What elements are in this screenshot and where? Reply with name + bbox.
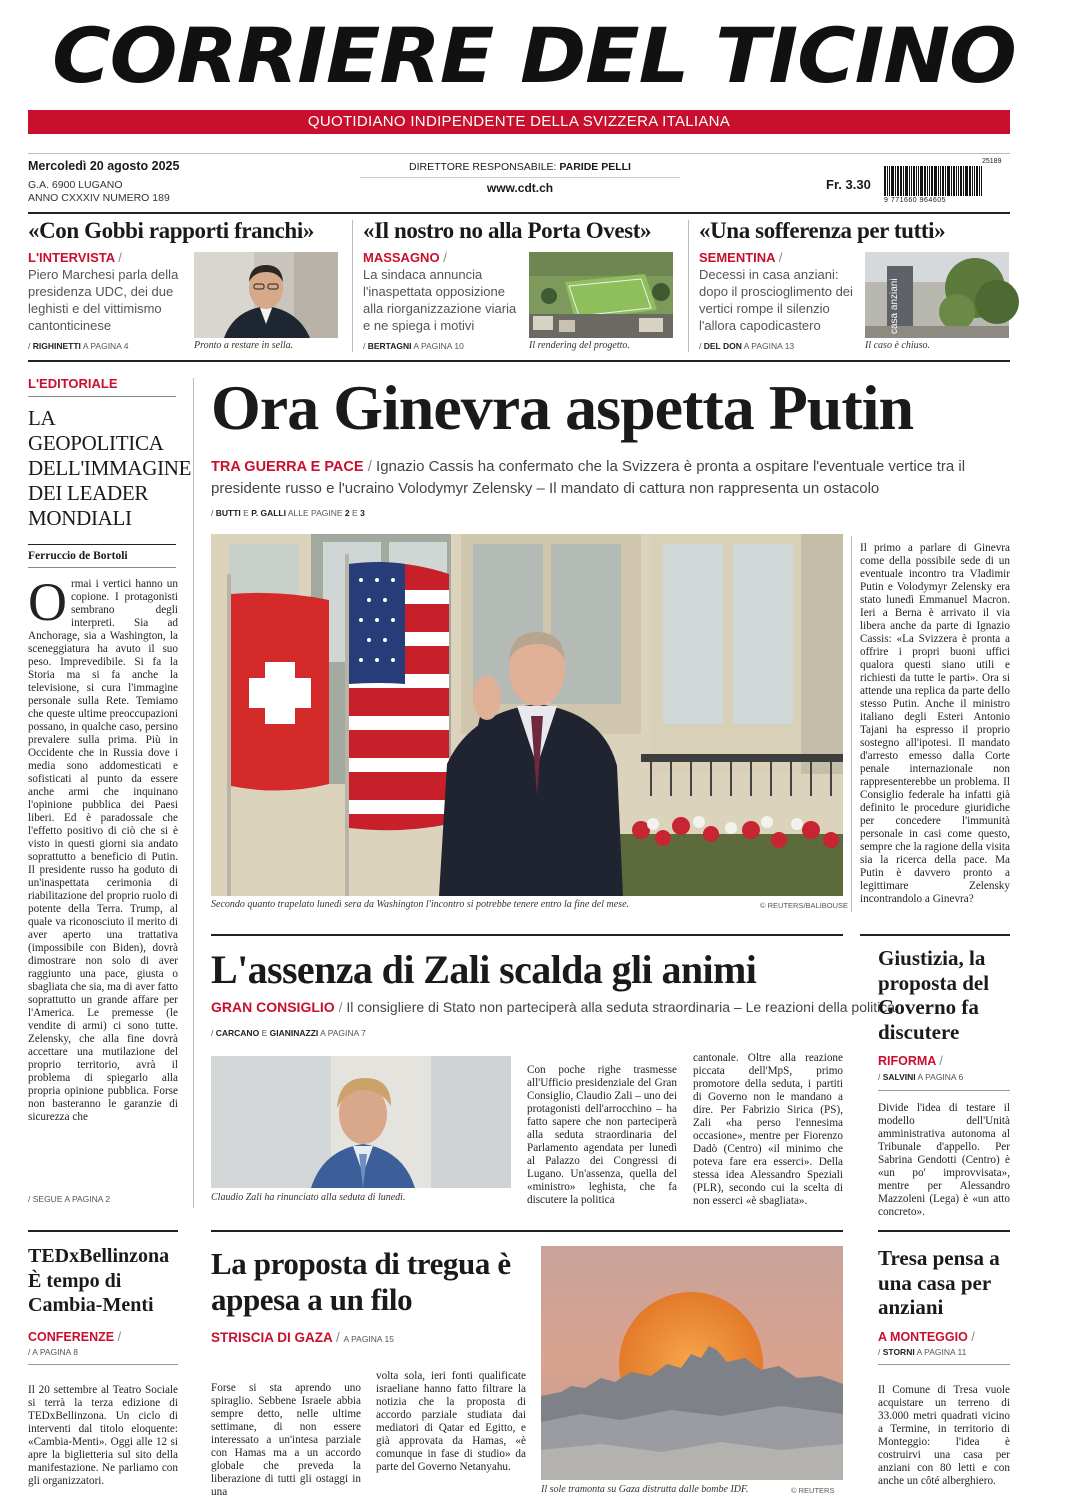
editorial-dropcap: O bbox=[28, 572, 67, 632]
zali-photo-caption: Claudio Zali ha rinunciato alla seduta di lunedì. bbox=[211, 1192, 406, 1203]
ted-article[interactable] bbox=[28, 1236, 178, 1498]
gaza-photo-caption: Il sole tramonta su Gaza distrutta dalle bombe IDF. bbox=[541, 1484, 749, 1495]
issue-date: Mercoledì 20 agosto 2025 bbox=[28, 159, 180, 173]
ted-rule bbox=[28, 1364, 178, 1365]
zali-top-rule bbox=[211, 934, 843, 936]
topline-kicker: SEMENTINA / bbox=[699, 250, 783, 265]
column-divider bbox=[193, 378, 194, 1208]
website-link[interactable]: www.cdt.ch bbox=[486, 181, 554, 195]
rendering-photo bbox=[529, 252, 673, 338]
photo-sign-text: casa anziani bbox=[889, 278, 900, 334]
tresa-body: Il Comune di Tresa vuole acquistare un terreno di 33.000 metri quadrati vicino a Termine, in territorio di Monteggio: l'idea è costruirvi una casa per anziani con 80 letti e con anche un côté alberghiero. bbox=[878, 1384, 1010, 1487]
lead-deck: TRA GUERRA E PACE / Ignazio Cassis ha confermato che la Svizzera è pronta a ospitare l'eventuale vertice tra il presidente russo e l'ucraino Volodymyr Zelensky – Il mandato di cattura non rappresenta un ostacolo bbox=[211, 458, 966, 497]
topline-headline: «Con Gobbi rapporti franchi» bbox=[28, 218, 314, 243]
giustizia-headline: Giustizia, la proposta del Governo fa discutere bbox=[878, 946, 990, 1044]
editorial-author-rule bbox=[28, 544, 176, 545]
issue-edition: ANNO CXXXIV NUMERO 189 bbox=[28, 192, 170, 204]
topline-text: La sindaca annuncia l'inaspettata opposizione alla riorganizzazione viaria e ne spiega i motivi bbox=[363, 267, 517, 333]
column-divider bbox=[688, 220, 689, 352]
topline-text: Decessi in casa anziani: dopo il proscioglimento dei vertici rompe il silenzio l'allora capodicastero bbox=[699, 267, 853, 333]
tresa-top-rule bbox=[878, 1230, 1010, 1232]
giustizia-rule bbox=[878, 1090, 1010, 1091]
casa-anziani-photo bbox=[865, 252, 1009, 338]
zali-body-col1: Con poche righe trasmesse all'Ufficio presidenziale del Gran Consiglio, Claudio Zali – uno dei protagonisti dell'arrocchino – ha fatto sapere che non parteciperà alla seduta straordinaria del Parlamento agendata per lunedì al Palazzo dei Congressi di Lugano. Un'assenza, quella del «ministro» leghista, che fa discutere la politica bbox=[527, 1064, 677, 1206]
topline-kicker: MASSAGNO / bbox=[363, 250, 447, 265]
giustizia-top-rule bbox=[860, 934, 1010, 936]
giustizia-article[interactable] bbox=[878, 940, 1010, 1218]
zali-photo bbox=[211, 1056, 511, 1188]
masthead-title: CORRIERE DEL TICINO bbox=[52, 11, 1016, 100]
topline-byline: / BERTAGNI A PAGINA 10 bbox=[363, 341, 464, 351]
editorial-label: L'EDITORIALE bbox=[28, 376, 118, 391]
issue-divider bbox=[28, 153, 1010, 154]
topline-caption: Pronto a restare in sella. bbox=[194, 340, 294, 351]
zali-headline: L'assenza di Zali scalda gli animi bbox=[211, 947, 757, 992]
giustizia-kicker: RIFORMA / bbox=[878, 1054, 943, 1068]
topline-kicker: L'INTERVISTA / bbox=[28, 250, 122, 265]
putin-geneva-photo bbox=[211, 534, 843, 896]
director-name: PARIDE PELLI bbox=[559, 161, 631, 173]
topline-text: Piero Marchesi parla della presidenza UDC, dei due leghisti e del vittimismo cantonticinese bbox=[28, 267, 179, 333]
gaza-body-col1: Forse si sta aprendo uno spiraglio. Sebbene Israele abbia sempre detto, nelle ultime settimane, di non essere interessato a un'intesa parziale con Hamas ma a un accordo globale che preveda la liberazione di tutti gli ostaggi in una bbox=[211, 1382, 361, 1498]
masthead-tagline: QUOTIDIANO INDIPENDENTE DELLA SVIZZERA ITALIANA bbox=[28, 110, 1010, 134]
topline-interview[interactable] bbox=[28, 216, 350, 354]
editorial-continued[interactable]: / SEGUE A PAGINA 2 bbox=[28, 1194, 111, 1204]
ted-body: Il 20 settembre al Teatro Sociale si terrà la terza edizione di TEDxBellinzona. Un ciclo di interventi dal titolo eloquente: «Cambia-Menti». Oggi alle 12 si apre la biglietteria sul sito della manifestazione. Ne parliamo con gli organizzatori. bbox=[28, 1384, 178, 1487]
lead-byline: / BUTTI E P. GALLI ALLE PAGINE 2 E 3 bbox=[211, 508, 365, 518]
tresa-rule bbox=[878, 1364, 1010, 1365]
giustizia-body: Divide l'idea di testare il modello dell'Unità amministrativa autonoma al Tribunale d'appello. Per Sabrina Gendotti (Centro) è «un po' improvvisata», mentre per Alessandro Mazzoleni (Lega) è «un atto concreto». bbox=[878, 1102, 1010, 1218]
tresa-kicker: A MONTEGGIO / bbox=[878, 1330, 975, 1344]
gaza-headline: La proposta di tregua è appesa a un filo bbox=[211, 1246, 511, 1317]
editorial-body: Ormai i vertici hanno un copione. I protagonisti sembrano degli interpreti. Sia ad Anchorage, sia a Washington, la sceneggiatura ha avuto il suo peso. Imprevedibile. Si fa la Storia ma si fa anche la televisione, si cura l'immagine personale sulla Rete. Temiamo che queste ultime preoccupazioni possano, in qualche caso, persino prevalere sulla prima. Più in Occidente che in Russia dove i media sono addomesticati e sofisticati al punto da essere anche armi che inquinano l'opinione pubblica dei Paesi liberi. Ed è paradossale che l'effetto positivo di ciò che si è visto in questi giorni sia andato soprattutto a beneficio di Putin. Il presidente russo ha goduto di un'inaspettata cerimonia di riabilitazione del proprio ruolo di potente della Terra. Trump, al quale va riconosciuto il merito di aver aperto una trattativa (impossibile con Biden), dovrà dimostrare non solo di aver raggiunto una pace, giusta o sbagliata che sia, ma di aver fatto soprattutto un grande affare per l'America. Le premesse (le vendite di armi) ci sono tutte. Zelensky, che alla fine dovrà accettare una mutilazione del proprio territorio, avrà il problema di spiegarlo alla propria opinione pubblica. Forse non basteranno le garanzie di sicurezza che bbox=[28, 572, 178, 1123]
barcode-top-number: 25189 bbox=[982, 158, 1002, 165]
topline-caption: Il caso è chiuso. bbox=[865, 340, 930, 351]
editorial-title: LA GEOPOLITICA DELL'IMMAGINE DEI LEADER MONDIALI bbox=[28, 406, 192, 530]
tresa-article[interactable] bbox=[878, 1236, 1010, 1498]
lead-photo-caption: Secondo quanto trapelato lunedì sera da Washington l'incontro si potrebbe tenere entro la fine del mese. bbox=[211, 899, 630, 910]
gaza-top-rule bbox=[211, 1230, 843, 1232]
director-rule bbox=[360, 177, 680, 178]
zali-article[interactable] bbox=[211, 940, 896, 1210]
tresa-byline: / STORNI A PAGINA 11 bbox=[878, 1347, 967, 1357]
topline-byline: / DEL DON A PAGINA 13 bbox=[699, 341, 795, 351]
topline-headline: «Il nostro no alla Porta Ovest» bbox=[363, 218, 652, 243]
barcode-icon bbox=[884, 166, 983, 196]
gaza-kicker: STRISCIA DI GAZA / A PAGINA 15 bbox=[211, 1330, 394, 1345]
column-divider bbox=[352, 220, 353, 352]
topline-headline: «Una sofferenza per tutti» bbox=[699, 218, 946, 243]
zali-byline: / CARCANO E GIANINAZZI A PAGINA 7 bbox=[211, 1028, 366, 1038]
ted-kicker: CONFERENZE / bbox=[28, 1330, 122, 1344]
editorial[interactable] bbox=[28, 366, 192, 1210]
marchesi-photo bbox=[194, 252, 338, 338]
gaza-sunset-photo bbox=[541, 1246, 843, 1480]
gaza-photo-credit: © REUTERS bbox=[791, 1486, 835, 1495]
lead-kicker: TRA GUERRA E PACE bbox=[211, 459, 364, 475]
zali-body-col2: cantonale. Oltre alla reazione piccata dell'MpS, primo promotore della seduta, i partiti di Governo non le mandano a dire. Per Fabrizio Sirica (PS), Zali «ha perso l'ennesima occasione», mentre per Fiorenzo Dadò (Centro) «il minimo che poteva fare era esserci». Della stessa idea Alessandro Speziali (PLR), secondo cui la scelta di non esserci «è sbagliata». bbox=[693, 1052, 843, 1207]
director-line bbox=[360, 161, 680, 173]
top-divider bbox=[28, 212, 1010, 214]
tresa-headline: Tresa pensa a una casa per anziani bbox=[878, 1246, 1000, 1319]
editorial-label-rule bbox=[28, 396, 176, 397]
column-divider bbox=[851, 536, 852, 912]
topline-caption: Il rendering del progetto. bbox=[529, 340, 630, 351]
issue-address: G.A. 6900 LUGANO bbox=[28, 179, 123, 191]
zali-deck: GRAN CONSIGLIO / Il consigliere di Stato non parteciperà alla seduta straordinaria – Le reazioni della politica bbox=[211, 999, 896, 1015]
topline-sementina[interactable] bbox=[699, 216, 1011, 354]
lead-photo-credit: © REUTERS/BALIBOUSE bbox=[760, 901, 849, 910]
lead-headline[interactable]: Ora Ginevra aspetta Putin bbox=[211, 372, 914, 443]
topline-massagno[interactable] bbox=[363, 216, 685, 354]
ted-top-rule bbox=[28, 1230, 178, 1232]
topline-byline: / RIGHINETTI A PAGINA 4 bbox=[28, 341, 129, 351]
editorial-author-rule-bottom bbox=[28, 567, 176, 568]
gaza-body-col2: volta sola, ieri fonti qualificate israeliane hanno fatto filtrare la notizia che la proposta di accordo parziale studiata dai mediatori di Qatar ed Egitto, e già approvata da Hamas, «è comunque in fase di studio» da parte del Governo Netanyahu. bbox=[376, 1370, 526, 1473]
giustizia-byline: / SALVINI A PAGINA 6 bbox=[878, 1072, 964, 1082]
toplines-divider bbox=[28, 360, 1010, 362]
barcode-digits: 9 771660 964605 bbox=[884, 197, 946, 204]
price: Fr. 3.30 bbox=[826, 177, 871, 192]
ted-headline: TEDxBellinzona È tempo di Cambia-Menti bbox=[28, 1245, 170, 1316]
editorial-author: Ferruccio de Bortoli bbox=[28, 550, 128, 562]
zali-kicker: GRAN CONSIGLIO bbox=[211, 999, 335, 1015]
lead-body: Il primo a parlare di Ginevra come della possibile sede di un eventuale incontro tra Vladimir Putin e Volodymyr Zelensky era stato lunedì Emmanuel Macron. Ieri a Berna è arrivato il via libera anche da parte di Ignazio Cassis: «La Svizzera è pronta a offrire i propri buoni uffici qualora questi siano utili e richiesti da tutte le parti». Ora si attende una replica da parte dello stesso Putin. Anche il ministro italiano degli Esteri Antonio Tajani ha espresso il proprio sostegno all'ipotesi. Il mandato d'arresto emesso dalla Corte penale internazionale non rappresenterebbe un problema. Il Consiglio federale ha infatti già definito le procedure giuridiche per concedere l'immunità personale in casi come questo, sempre che la ragione della visita sia la ricerca della pace. Ma Putin è davvero pronto a legittimare Zelensky incontrandolo a Ginevra? bbox=[860, 542, 1010, 905]
director-label: DIRETTORE RESPONSABILE: bbox=[409, 161, 557, 173]
ted-byline: / A PAGINA 8 bbox=[28, 1347, 78, 1357]
gaza-article[interactable] bbox=[211, 1236, 843, 1498]
